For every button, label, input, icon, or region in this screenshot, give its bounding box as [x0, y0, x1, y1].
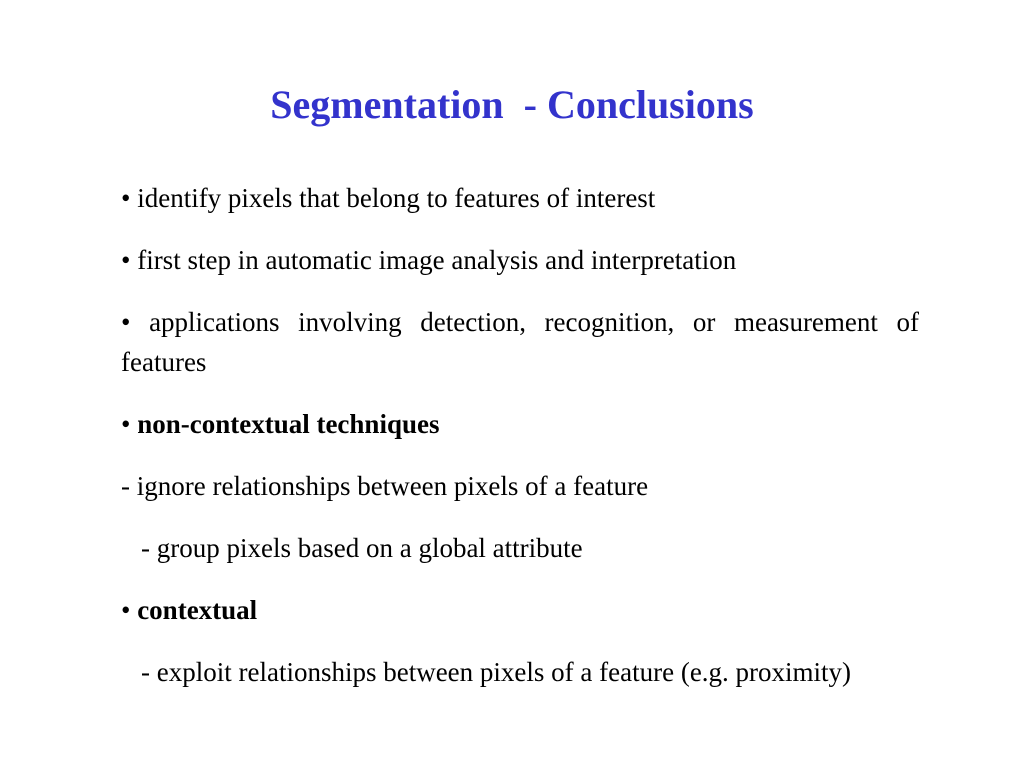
- dash-text: ignore relationships between pixels of a feature: [136, 471, 649, 501]
- bullet-item: [121, 240, 919, 280]
- bullet-marker: •: [121, 307, 131, 337]
- slide-body: [121, 178, 919, 714]
- dash-text: group pixels based on a global attribute: [156, 533, 583, 563]
- dash-item: [121, 466, 919, 506]
- dash-marker: -: [121, 471, 130, 501]
- slide-title: Segmentation - Conclusions: [270, 82, 754, 127]
- dash-marker: -: [141, 657, 150, 687]
- dash-item: [121, 528, 919, 568]
- bullet-marker: •: [121, 245, 131, 275]
- bullet-heading: contextual: [137, 595, 258, 625]
- dash-item: [121, 652, 919, 692]
- dash-text: exploit relationships between pixels of a feature (e.g. proximity): [156, 657, 852, 687]
- bullet-item: [121, 178, 919, 218]
- bullet-text: applications involving detection, recognition, or measurement of features: [121, 307, 920, 377]
- bullet-text: first step in automatic image analysis and interpretation: [137, 245, 737, 275]
- bullet-marker: •: [121, 595, 131, 625]
- dash-marker: -: [141, 533, 150, 563]
- bullet-text: identify pixels that belong to features of interest: [137, 183, 656, 213]
- bullet-item: [121, 302, 919, 382]
- bullet-item: [121, 404, 919, 444]
- bullet-marker: •: [121, 183, 131, 213]
- bullet-heading: non-contextual techniques: [137, 409, 440, 439]
- bullet-item: [121, 590, 919, 630]
- bullet-marker: •: [121, 409, 131, 439]
